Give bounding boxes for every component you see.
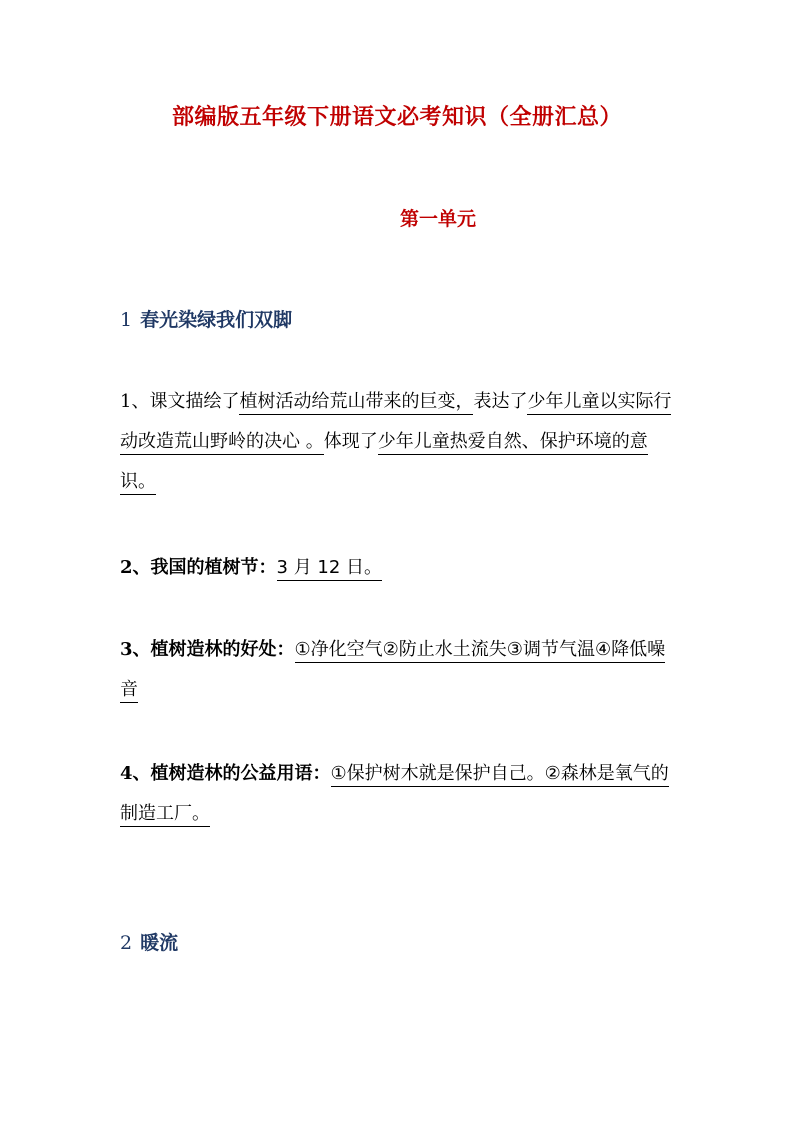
question-3-answer: ①净化空气②防止水土流失③调节气温④降低噪音	[120, 639, 665, 703]
lesson-title: 春光染绿我们双脚	[140, 309, 293, 331]
question-1	[120, 382, 680, 502]
question-1-prefix: 1、课文描绘了	[120, 391, 240, 412]
question-2-prefix: 2、我国的植树节：	[120, 557, 277, 578]
lesson-number: 1	[120, 309, 133, 331]
question-2-answer: 3 月 12 日。	[277, 557, 383, 581]
document-title: 部编版五年级下册语文必考知识（全册汇总）	[171, 104, 622, 130]
question-1-answer-3: 少年儿童热爱自然、保护环境的意识。	[120, 431, 648, 495]
question-3	[120, 630, 680, 710]
question-1-mid-2: 体现了	[323, 431, 378, 452]
lesson-number: 2	[120, 932, 133, 954]
question-3-prefix: 3、植树造林的好处：	[120, 639, 295, 660]
question-1-answer-2: 少年儿童以实际行动改造荒山野岭的决心 。	[120, 391, 671, 455]
question-4	[120, 754, 680, 834]
lesson-heading-2	[120, 928, 178, 955]
question-4-answer: ①保护树木就是保护自己。②森林是氧气的制造工厂。	[120, 763, 669, 827]
lesson-heading-1	[120, 305, 292, 332]
unit-heading: 第一单元	[400, 208, 477, 230]
question-4-prefix: 4、植树造林的公益用语：	[120, 763, 331, 784]
question-1-mid: 表达了	[473, 391, 528, 412]
question-1-answer-1: 植树活动给荒山带来的巨变，	[239, 391, 473, 415]
question-2	[120, 548, 680, 588]
lesson-title: 暖流	[140, 932, 179, 954]
